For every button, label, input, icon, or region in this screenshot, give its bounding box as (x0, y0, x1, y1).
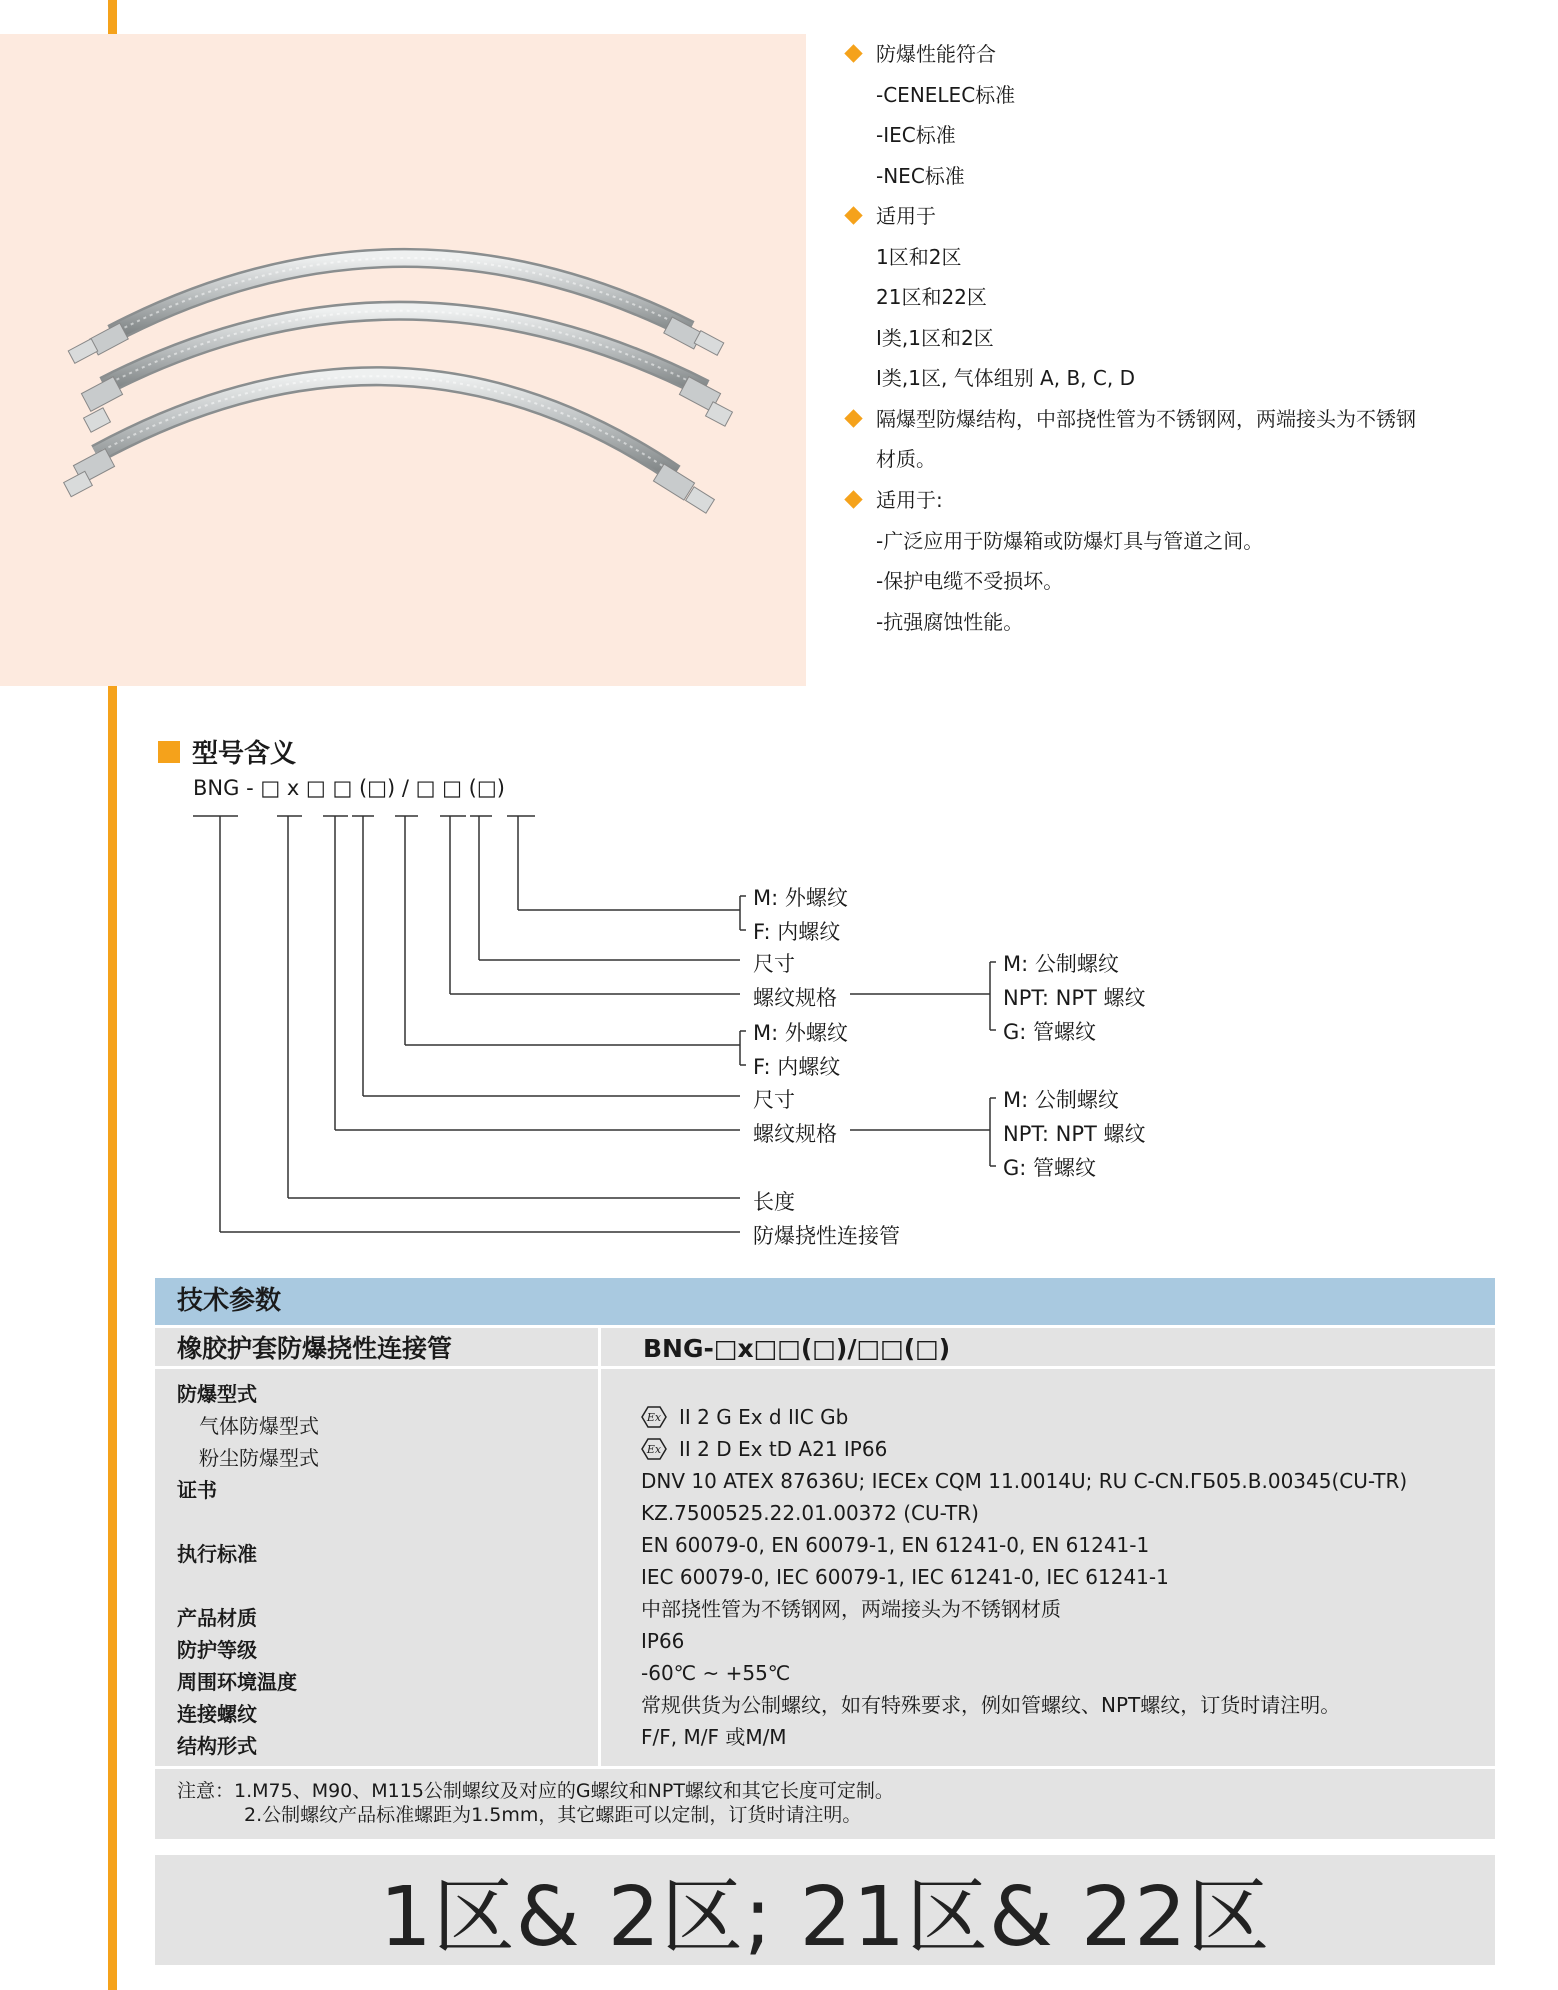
label-pipe-thread-1: G: 管螺纹 (1003, 1020, 1097, 1044)
label-structure: 结构形式 (177, 1734, 257, 1758)
feature-item: 材质。 (876, 447, 936, 471)
feature-item: 21区和22区 (876, 285, 987, 309)
feature-item: -NEC标准 (876, 163, 965, 188)
label-female-thread-1: F: 内螺纹 (753, 920, 841, 944)
tech-spec-table (155, 1278, 1495, 1839)
feature-item: -IEC标准 (876, 123, 956, 147)
tech-spec-heading: 技术参数 (155, 1278, 1495, 1325)
spec-notes (155, 1769, 1495, 1839)
note-1: 注意：1.M75、M90、M115公制螺纹及对应的G螺纹和NPT螺纹和其它长度可定制。 (177, 1780, 894, 1802)
spec-values (601, 1369, 1407, 1766)
label-protection-class: 防护等级 (177, 1638, 257, 1662)
product-row (155, 1325, 1495, 1369)
label-npt-thread-1: NPT: NPT 螺纹 (1003, 986, 1146, 1010)
label-pipe-thread-2: G: 管螺纹 (1003, 1156, 1097, 1180)
material-value: 中部挠性管为不锈钢网，两端接头为不锈钢材质 (641, 1597, 1061, 1621)
thread-value: 常规供货为公制螺纹，如有特殊要求，例如管螺纹、NPT螺纹，订货时请注明。 (641, 1693, 1341, 1717)
certificate-value-2: KZ.7500525.22.01.00372 (CU-TR) (641, 1501, 979, 1525)
feature-item: Ⅰ类,1区, 气体组别 A, B, C, D (876, 366, 1135, 390)
label-thread-spec-1: 螺纹规格 (753, 986, 837, 1010)
ex-hexagon-icon (641, 1438, 667, 1460)
label-female-thread-2: F: 内螺纹 (753, 1055, 841, 1079)
label-metric-thread-2: M: 公制螺纹 (1003, 1088, 1119, 1112)
label-ex-type: 防爆型式 (177, 1382, 257, 1406)
structure-value: F/F, M/F 或M/M (641, 1725, 787, 1749)
temperature-value: -60℃ ~ +55℃ (641, 1661, 791, 1685)
label-dust-protection: 粉尘防爆型式 (199, 1446, 319, 1470)
certificate-value-1: DNV 10 ATEX 87636U; IECEx CQM 11.0014U; RU C-CN.ГБ05.B.00345(CU-TR) (641, 1469, 1408, 1493)
gas-marking: Ex II 2 G Ex d IIC Gb (641, 1401, 1407, 1433)
standards-value-2: IEC 60079-0, IEC 60079-1, IEC 61241-0, IEC 61241-1 (641, 1565, 1169, 1589)
feature-item: Ⅰ类,1区和2区 (876, 325, 994, 350)
model-code: BNG - □ x □ □ (□) / □ □ (□) (193, 776, 505, 800)
dust-marking: Ex II 2 D Ex tD A21 IP66 (641, 1433, 1407, 1465)
label-male-thread-1: M: 外螺纹 (753, 886, 848, 910)
note-2: 2.公制螺纹产品标准螺距为1.5mm，其它螺距可以定制，订货时请注明。 (244, 1804, 862, 1826)
spec-labels (155, 1369, 601, 1766)
ex-hexagon-icon (641, 1406, 667, 1428)
label-metric-thread-1: M: 公制螺纹 (1003, 952, 1119, 976)
label-size-2: 尺寸 (753, 1088, 795, 1112)
label-length: 长度 (753, 1190, 795, 1214)
protection-value: IP66 (641, 1629, 685, 1653)
label-connection-thread: 连接螺纹 (177, 1702, 257, 1726)
svg-text:Ex: Ex (646, 1411, 662, 1424)
product-model: BNG-□x□□(□)/□□(□) (643, 1334, 951, 1363)
label-gas-protection: 气体防爆型式 (199, 1414, 319, 1438)
label-standards: 执行标准 (177, 1542, 257, 1566)
label-size-1: 尺寸 (753, 952, 795, 976)
label-thread-spec-2: 螺纹规格 (753, 1122, 837, 1146)
feature-bullet: 防爆性能符合 (846, 34, 1506, 75)
feature-item: 1区和2区 (876, 244, 962, 269)
feature-item: -CENELEC标准 (876, 82, 1016, 107)
label-npt-thread-2: NPT: NPT 螺纹 (1003, 1122, 1146, 1146)
feature-bullet: 适用于 (846, 196, 1506, 237)
label-product: 防爆挠性连接管 (753, 1224, 900, 1248)
zone-banner: 1区& 2区; 21区& 22区 (155, 1855, 1495, 1965)
product-name: 橡胶护套防爆挠性连接管 (155, 1328, 601, 1366)
svg-text:Ex: Ex (646, 1443, 662, 1456)
feature-item: -保护电缆不受损坏。 (876, 569, 1064, 593)
standards-value-1: EN 60079-0, EN 60079-1, EN 61241-0, EN 61241-1 (641, 1533, 1150, 1557)
feature-bullet: 隔爆型防爆结构，中部挠性管为不锈钢网，两端接头为不锈钢 (846, 399, 1506, 440)
label-male-thread-2: M: 外螺纹 (753, 1021, 848, 1045)
label-material: 产品材质 (177, 1606, 257, 1630)
feature-item: -广泛应用于防爆箱或防爆灯具与管道之间。 (876, 528, 1264, 553)
feature-bullet: 适用于: (846, 480, 1506, 521)
feature-item: -抗强腐蚀性能。 (876, 609, 1024, 634)
spec-body (155, 1369, 1495, 1769)
model-meaning-heading: 型号含义 (158, 733, 296, 770)
label-ambient-temp: 周围环境温度 (177, 1670, 297, 1694)
label-certificate: 证书 (177, 1478, 217, 1502)
